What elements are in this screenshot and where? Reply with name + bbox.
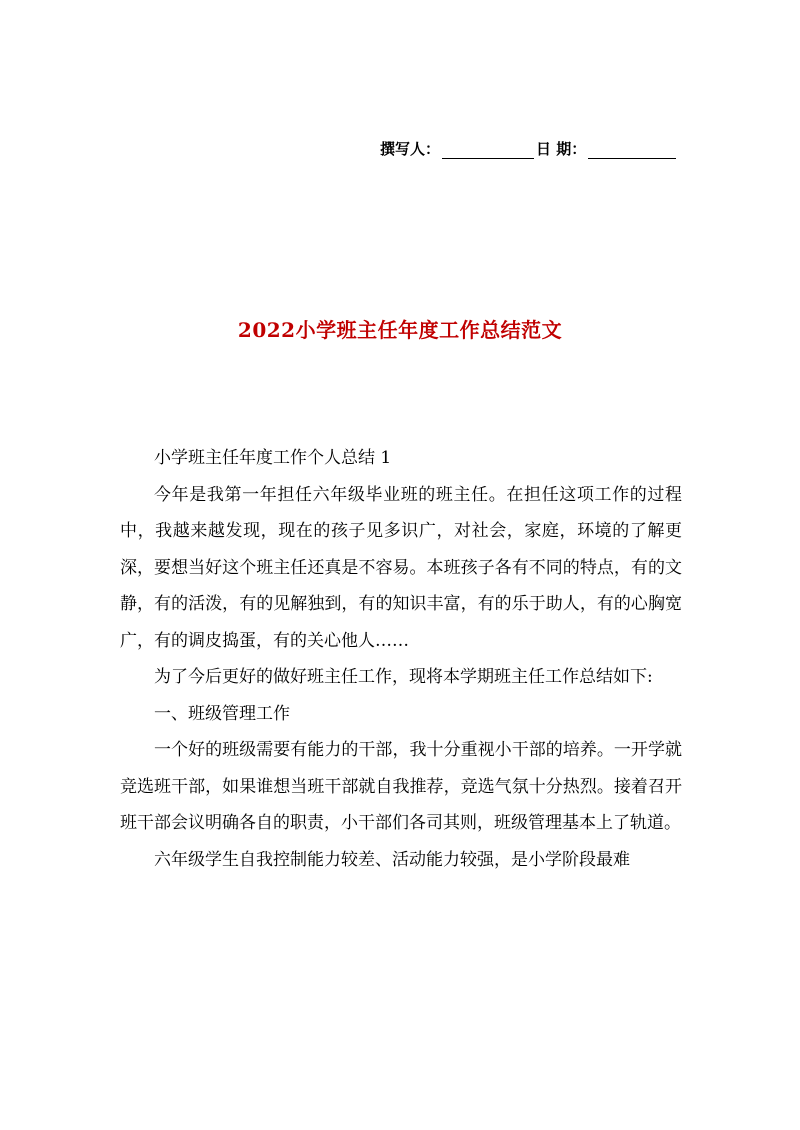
section-title: 小学班主任年度工作个人总结 1 [154,448,392,468]
heading-class-management: 一、班级管理工作 [154,703,290,724]
paragraph-1: 今年是我第一年担任六年级毕业班的班主任。在担任这项工作的过程中，我越来越发现，现在的孩子见多识广，对社会，家庭，环境的了解更深，要想当好这个班主任还真是不容易。本班孩子各有不同的特点，有的文静，有的活泼，有的见解独到，有的知识丰富，有的乐于助人，有的心胸宽广，有的调皮捣蛋，有的关心他人…… [120,484,682,651]
paragraph-3: 一个好的班级需要有能力的干部，我十分重视小干部的培养。一开学就竞选班干部，如果谁想当班干部就自我推荐，竞选气氛十分热烈。接着召开班干部会议明确各自的职责，小干部们各司其则，班级管理基本上了轨道。 [120,740,682,833]
author-date-line [380,138,680,159]
date-blank [588,144,676,159]
document-body [120,440,682,878]
author-label: 撰写人： [380,140,441,158]
paragraph-4: 六年级学生自我控制能力较差、活动能力较强，是小学阶段最难 [154,849,630,870]
paragraph-2: 为了今后更好的做好班主任工作，现将本学期班主任工作总结如下: [154,667,653,687]
date-label: 日 期： [536,140,587,158]
document-title: 2022小学班主任年度工作总结范文 [237,318,563,342]
author-blank [442,144,534,159]
